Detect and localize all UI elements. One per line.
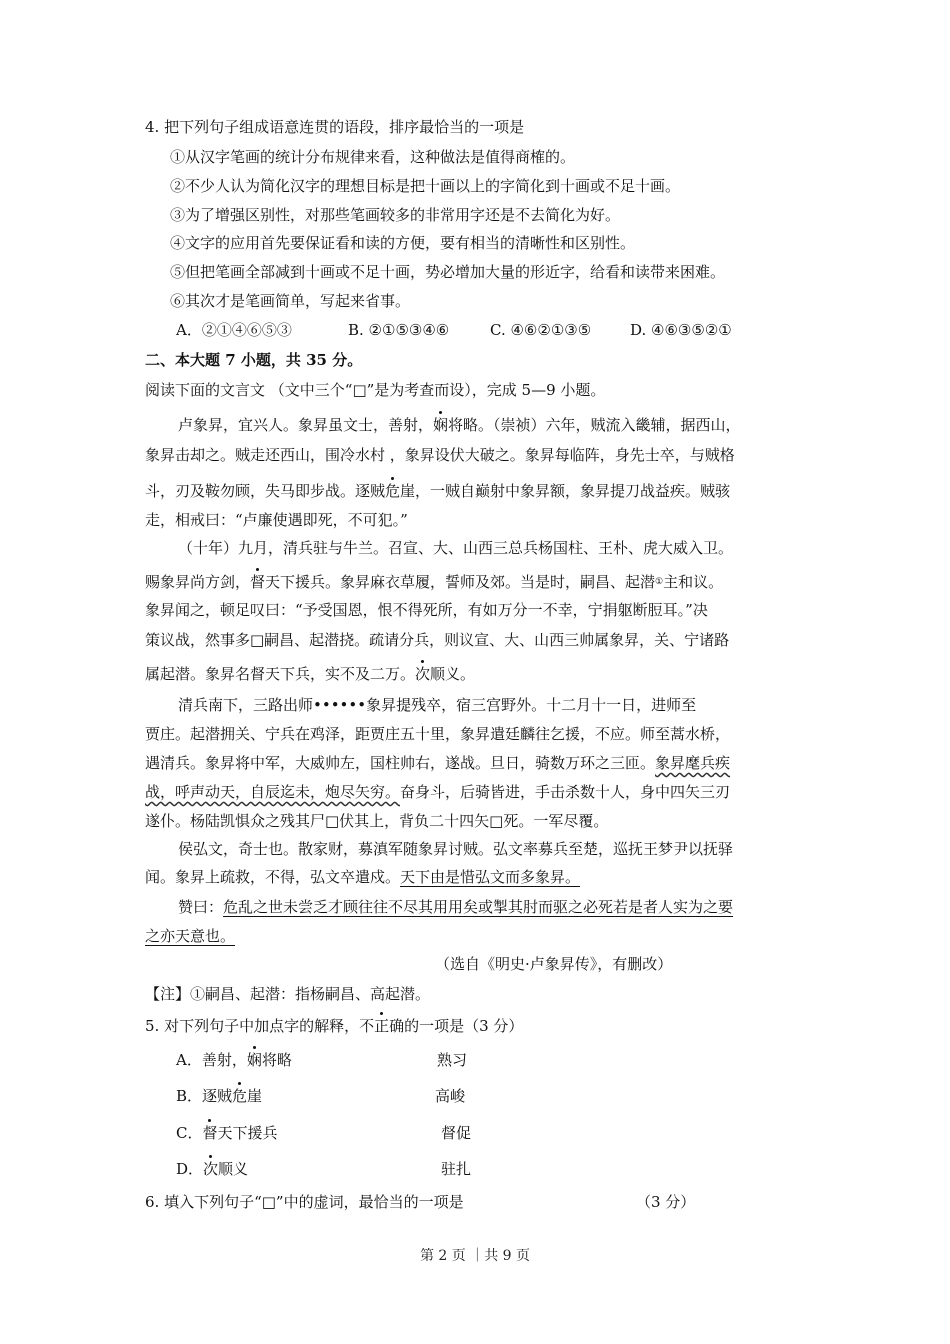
q5-stem [145, 1016, 523, 1036]
q5-option-a [176, 1050, 292, 1070]
text-span: 的一项是（3 分） [404, 1017, 524, 1035]
text-span: 卢象昇，宜兴人。象昇虽文士，善射， [178, 416, 434, 434]
passage-line: 清兵南下，三路出师••••••象昇提残卒，宿三宫野外。十二月十一日，进师至 [178, 696, 697, 714]
q5-option-a-answer: 熟习 [437, 1051, 468, 1069]
text-span: B．逐贼 [176, 1087, 233, 1105]
q4-stem: 4. 把下列句子组成语意连贯的语段，排序最恰当的一项是 [145, 118, 525, 136]
dotted-char: 次 [203, 1160, 219, 1178]
q4-option-b: B. ②①⑤③④⑥ [348, 321, 450, 339]
text-span: 崖，一贼自巅射中象昇额，象昇提刀战益疾。贼骇 [400, 482, 731, 500]
passage-line [145, 572, 723, 592]
dotted-char: 督 [250, 573, 266, 591]
passage-line: 策议战，然事多□嗣昌、起潜挠。疏请分兵，则议宣、大、山西三帅属象昇，关、宁诸路 [145, 631, 730, 649]
passage-line: 遂仆。杨陆凯惧众之残其尸□伏其上，背负二十四矢□死。一军尽覆。 [145, 812, 609, 830]
q4-sentence-3: ③为了增强区别性，对那些笔画较多的非常用字还是不去简化为好。 [170, 206, 621, 224]
passage-line [145, 926, 235, 946]
passage-line: 象昇击却之。贼走还西山，围冷水村 ，象昇设伏大破之。象昇每临阵，身先士卒，与贼格 [145, 446, 735, 464]
text-span: A．善射， [176, 1051, 247, 1069]
dotted-char: 危 [232, 1087, 248, 1105]
text-span: C． [176, 1124, 203, 1142]
q6-score: （3 分） [636, 1193, 696, 1211]
text-span: 奋身斗，后骑皆进，手击杀数十人，身中四矢三刃 [400, 783, 731, 801]
text-span: D． [176, 1160, 204, 1178]
passage-line [145, 664, 475, 684]
text-span: 将略 [261, 1051, 292, 1069]
q4-sentence-5: ⑤但把笔画全部减到十画或不足十画，势必增加大量的形近字，给看和读带来困难。 [170, 263, 726, 281]
dotted-char: 危 [385, 482, 401, 500]
text-span: 崖 [247, 1087, 263, 1105]
q5-option-c [176, 1123, 278, 1143]
text-span: 天下援兵。象昇麻衣草履，誓师及郊。当是时，嗣昌、起潜 [265, 573, 656, 591]
text-span: 天下援兵 [217, 1124, 278, 1142]
passage-line: 侯弘文，奇士也。散家财，募滇军随象昇讨贼。弘文率募兵至楚，巡抚王梦尹以抚驿 [178, 840, 734, 858]
passage-line [145, 481, 730, 501]
q5-option-c-answer: 督促 [441, 1124, 472, 1142]
text-span: 顺义 [218, 1160, 249, 1178]
passage-line: 象昇闻之，顿足叹曰：“予受国恩，恨不得死所，有如万分一不幸，宁捐躯断脰耳。”决 [145, 601, 708, 619]
underlined-text: 之亦天意也。 [145, 927, 236, 945]
text-span: 赞曰： [178, 898, 224, 916]
underlined-text: 危乱之世未尝乏才顾往往不尽其用用矣或掣其肘而驱之必死若是者人实为之要 [223, 898, 734, 916]
wavy-underlined-text: 战，呼声动天，自辰迄未，炮尽矢穷。 [145, 783, 401, 801]
text-span: 遇清兵。象昇将中军，大威帅左，国柱帅右，遂战。旦日，骑数万环之三匝。 [145, 754, 656, 772]
passage-line [178, 415, 741, 435]
dotted-char: 督 [202, 1124, 218, 1142]
dotted-text: 不正确 [359, 1017, 405, 1035]
passage-line: 贾庄。起潜拥关、宁兵在鸡泽，距贾庄五十里，象昇遣廷麟往乞援，不应。师至蒿水桥， [145, 725, 731, 743]
q5-option-d [176, 1159, 248, 1179]
passage-line: （十年）九月，清兵驻与牛兰。召宣、大、山西三总兵杨国柱、王朴、虎大威入卫。 [178, 539, 734, 557]
q4-option-a: A．②①④⑥⑤③ [176, 321, 292, 339]
underlined-text: 天下由是惜弘文而多象昇。 [400, 868, 581, 886]
passage-line [145, 867, 580, 887]
q5-option-b-answer: 高峻 [435, 1087, 466, 1105]
q5-option-b [176, 1086, 262, 1106]
q4-option-d: D. ④⑥③⑤②① [630, 321, 732, 339]
text-span: 顺义。 [430, 665, 476, 683]
text-span: 赐象昇尚方剑， [145, 573, 251, 591]
passage-line [145, 753, 730, 773]
passage-source: （选自《明史·卢象昇传》，有删改） [435, 955, 673, 973]
q4-sentence-2: ②不少人认为简化汉字的理想目标是把十画以上的字简化到十画或不足十画。 [170, 177, 681, 195]
passage-line [178, 897, 733, 917]
wavy-underlined-text: 象昇麾兵疾 [655, 754, 731, 772]
footnote-marker: ① [655, 577, 664, 587]
text-span: 闻。象昇上疏救，不得，弘文卒遣戍。 [145, 868, 401, 886]
q6-stem: 6. 填入下列句子“□”中的虚词，最恰当的一项是 [145, 1193, 464, 1211]
passage-note: 【注】①嗣昌、起潜：指杨嗣昌、高起潜。 [145, 985, 431, 1003]
section-intro: 阅读下面的文言文 （文中三个“□”是为考查而设），完成 5—9 小题。 [145, 381, 606, 399]
passage-line: 走，相戒曰：“卢廉使遇即死，不可犯。” [145, 511, 408, 529]
section-heading: 二、本大题 7 小题，共 35 分。 [145, 351, 363, 369]
passage-line [145, 782, 730, 802]
q4-option-c: C. ④⑥②①③⑤ [490, 321, 592, 339]
dotted-char: 娴 [433, 416, 449, 434]
dotted-char: 娴 [246, 1051, 262, 1069]
text-span: 5. 对下列句子中加点字的解释， [145, 1017, 360, 1035]
q4-sentence-1: ①从汉字笔画的统计分布规律来看，这种做法是值得商榷的。 [170, 148, 576, 166]
q5-option-d-answer: 驻扎 [441, 1160, 472, 1178]
q4-sentence-4: ④文字的应用首先要保证看和读的方便，要有相当的清晰性和区别性。 [170, 234, 636, 252]
q4-sentence-6: ⑥其次才是笔画简单，写起来省事。 [170, 292, 411, 310]
text-span: 属起潜。象昇名督天下兵，实不及二万。 [145, 665, 416, 683]
dotted-char: 次 [415, 665, 431, 683]
text-span: 主和议。 [663, 573, 724, 591]
text-span: 将略。（崇祯）六年，贼流入畿辅，据西山， [448, 416, 741, 434]
text-span: 斗，刃及鞍勿顾，失马即步战。逐贼 [145, 482, 386, 500]
page-footer: 第 2 页 ｜共 9 页 [419, 1248, 531, 1264]
